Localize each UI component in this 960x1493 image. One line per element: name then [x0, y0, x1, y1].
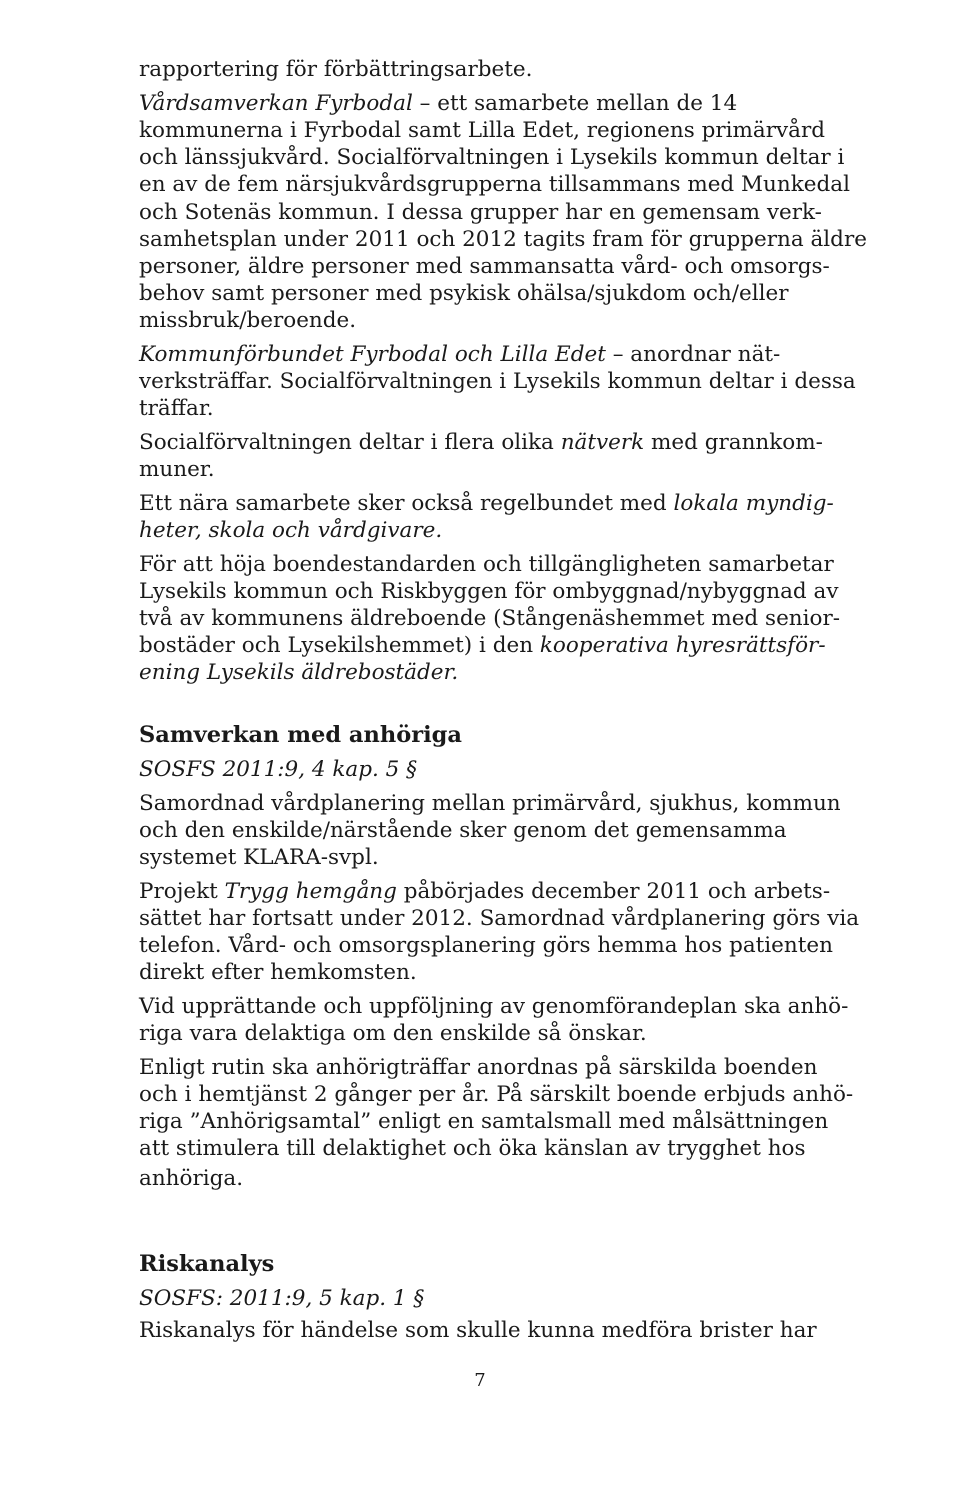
text-span: muner.	[139, 457, 215, 482]
text-line	[139, 817, 787, 844]
text-line	[139, 1020, 647, 1047]
text-line	[139, 756, 417, 783]
text-line	[139, 429, 823, 456]
text-line	[139, 878, 830, 905]
italic-text: nätverk	[560, 430, 645, 455]
text-line	[139, 1317, 817, 1344]
text-line	[139, 56, 532, 83]
text-line	[139, 605, 840, 632]
text-span: Samordnad vårdplanering mellan primärvård, sjukhus, kommun	[139, 791, 841, 816]
text-line	[139, 932, 833, 959]
text-span: – ett samarbete mellan de 14	[412, 91, 738, 116]
text-span: riga vara delaktiga om den enskilde så önskar.	[139, 1021, 647, 1046]
text-span: systemet KLARA-svpl.	[139, 845, 379, 870]
text-span: en av de fem närsjukvårdsgrupperna tillsammans med Munkedal	[139, 172, 850, 197]
text-line	[139, 307, 356, 334]
text-line	[139, 517, 442, 544]
italic-text: Trygg hemgång	[224, 879, 397, 904]
text-span: sättet har fortsatt under 2012. Samordnad vårdplanering görs via	[139, 906, 860, 931]
italic-text: SOSFS 2011:9, 4 kap. 5 §	[139, 757, 417, 782]
text-line	[139, 280, 788, 307]
text-span: direkt efter hemkomsten.	[139, 960, 417, 985]
text-span: och i hemtjänst 2 gånger per år. På särskilt boende erbjuds anhö-	[139, 1082, 854, 1107]
text-line	[139, 1135, 806, 1162]
text-line	[139, 90, 737, 117]
text-span: Socialförvaltningen deltar i flera olika	[139, 430, 561, 455]
text-span: och länssjukvård. Socialförvaltningen i Lysekils kommun deltar i	[139, 145, 845, 170]
text-line	[139, 905, 859, 932]
text-line	[139, 341, 780, 368]
italic-text: ening Lysekils äldrebostäder.	[139, 660, 459, 685]
text-span: och Sotenäs kommun. I dessa grupper har en gemensam verk-	[139, 200, 822, 225]
text-line	[139, 551, 834, 578]
text-span: Ett nära samarbete sker också regelbundet med	[139, 491, 674, 516]
text-span: att stimulera till delaktighet och öka känslan av trygghet hos	[139, 1136, 806, 1161]
text-span: Lysekils kommun och Riskbyggen för ombyggnad/nybyggnad av	[139, 579, 839, 604]
section-heading: Riskanalys	[139, 1251, 275, 1277]
text-line	[139, 171, 850, 198]
text-line	[139, 993, 848, 1020]
text-line	[139, 199, 822, 226]
text-line	[139, 368, 856, 395]
text-line	[139, 226, 867, 253]
text-line	[139, 253, 830, 280]
text-line	[139, 1108, 828, 1135]
text-line	[139, 1054, 817, 1081]
text-span: med grannkom-	[644, 430, 823, 455]
text-line	[139, 395, 214, 422]
text-span: verksträffar. Socialförvaltningen i Lysekils kommun deltar i dessa	[139, 369, 856, 394]
italic-text: Vårdsamverkan Fyrbodal	[139, 91, 413, 116]
text-span: och den enskilde/närstående sker genom det gemensamma	[139, 818, 787, 843]
text-span: rapportering för förbättringsarbete.	[139, 57, 533, 82]
text-line	[139, 1081, 853, 1108]
text-span: påbörjades december 2011 och arbets-	[396, 879, 831, 904]
text-span: riga ”Anhörigsamtal” enligt en samtalsmall med målsättningen	[139, 1109, 829, 1134]
section-heading: Samverkan med anhöriga	[139, 722, 462, 748]
text-span: Riskanalys för händelse som skulle kunna medföra brister har	[139, 1318, 817, 1343]
text-span: telefon. Vård- och omsorgsplanering görs hemma hos patienten	[139, 933, 833, 958]
italic-text: heter, skola och vårdgivare.	[139, 518, 443, 543]
italic-text: lokala myndig-	[673, 491, 834, 516]
text-span: två av kommunens äldreboende (Stångenäshemmet med senior-	[139, 606, 840, 631]
text-line	[139, 1165, 243, 1192]
text-line	[139, 959, 417, 986]
text-span: Enligt rutin ska anhörigträffar anordnas på särskilda boenden	[139, 1055, 818, 1080]
text-span: anhöriga.	[139, 1166, 244, 1191]
text-line	[139, 1285, 424, 1312]
text-line	[139, 144, 844, 171]
italic-text: Kommunförbundet Fyrbodal och Lilla Edet	[139, 342, 606, 367]
italic-text: kooperativa hyresrättsför-	[539, 633, 826, 658]
text-line	[139, 490, 834, 517]
text-line	[139, 659, 458, 686]
text-span: Projekt	[139, 879, 225, 904]
text-span: träffar.	[139, 396, 214, 421]
text-span: kommunerna i Fyrbodal samt Lilla Edet, regionens primärvård	[139, 118, 826, 143]
page-number: 7	[474, 1370, 486, 1391]
text-span: För att höja boendestandarden och tillgängligheten samarbetar	[139, 552, 834, 577]
italic-text: SOSFS: 2011:9, 5 kap. 1 §	[139, 1286, 425, 1311]
text-line	[139, 790, 841, 817]
text-span: Vid upprättande och uppföljning av genomförandeplan ska anhö-	[139, 994, 849, 1019]
text-span: – anordnar nät-	[605, 342, 781, 367]
text-line	[139, 117, 825, 144]
text-line	[139, 632, 826, 659]
text-span: samhetsplan under 2011 och 2012 tagits fram för grupperna äldre	[139, 227, 867, 252]
text-span: behov samt personer med psykisk ohälsa/sjukdom och/eller	[139, 281, 789, 306]
text-line	[139, 578, 838, 605]
text-line	[139, 456, 215, 483]
text-line	[139, 844, 379, 871]
text-span: personer, äldre personer med sammansatta vård- och omsorgs-	[139, 254, 830, 279]
text-span: bostäder och Lysekilshemmet) i den	[139, 633, 540, 658]
text-span: missbruk/beroende.	[139, 308, 357, 333]
